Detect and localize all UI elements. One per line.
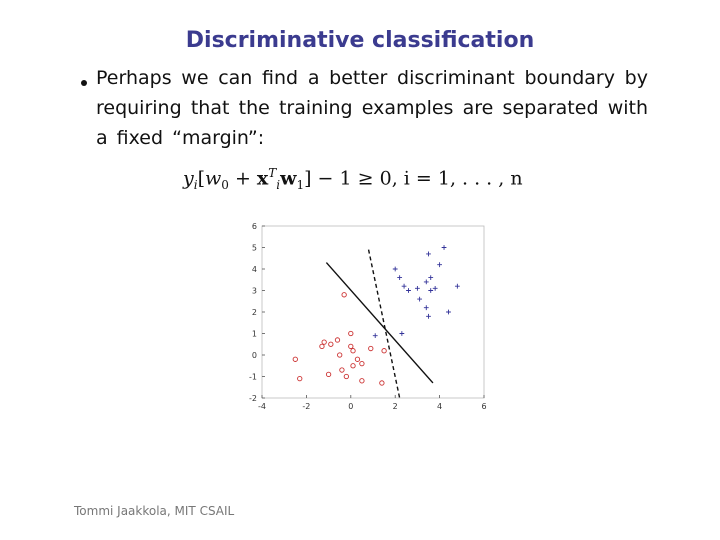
negative-class-point xyxy=(382,349,386,353)
x-tick-label: 4 xyxy=(437,402,443,411)
x-tick-label: 6 xyxy=(481,402,487,411)
y-tick-label: 0 xyxy=(251,351,257,360)
positive-class-point xyxy=(424,305,429,310)
negative-class-point xyxy=(322,340,326,344)
negative-class-point xyxy=(344,374,348,378)
negative-class-point xyxy=(326,372,330,376)
formula-w1: w xyxy=(280,167,297,190)
negative-class-point xyxy=(335,338,339,342)
formula-sub-0: 0 xyxy=(221,178,229,193)
negative-class-point xyxy=(293,357,297,361)
y-tick-label: 2 xyxy=(251,308,257,317)
negative-class-point xyxy=(298,376,302,380)
y-tick-label: -2 xyxy=(249,394,257,403)
positive-class-point xyxy=(426,314,431,319)
positive-class-point xyxy=(426,252,431,257)
formula-plus: + xyxy=(234,167,251,190)
formula-y: y xyxy=(183,167,194,190)
formula-x: x xyxy=(256,167,269,190)
formula-sub-i: i xyxy=(193,178,198,193)
positive-class-point xyxy=(442,245,447,250)
positive-class-point xyxy=(397,275,402,280)
positive-class-point xyxy=(402,284,407,289)
positive-class-point xyxy=(455,284,460,289)
positive-class-point xyxy=(433,286,438,291)
slide-title: Discriminative classification xyxy=(185,28,535,53)
positive-class-point xyxy=(428,275,433,280)
positive-class-point xyxy=(393,267,398,272)
negative-class-point xyxy=(320,344,324,348)
positive-class-point xyxy=(373,333,378,338)
bullet-text: Perhaps we can find a better discriminant boundary by requiring that the training examples are separated with a fixed “margin”: xyxy=(96,67,648,149)
positive-class-point xyxy=(437,262,442,267)
negative-class-point xyxy=(360,379,364,383)
formula-sub-1: 1 xyxy=(296,178,305,193)
negative-class-point xyxy=(355,357,359,361)
footer-author: Tommi Jaakkola, MIT CSAIL xyxy=(74,504,235,518)
positive-class-point xyxy=(428,288,433,293)
negative-class-point xyxy=(369,346,373,350)
x-tick-label: -2 xyxy=(302,402,311,411)
negative-class-point xyxy=(360,361,364,365)
x-tick-label: 0 xyxy=(348,402,354,411)
formula-rest: ] − 1 ≥ 0, i = 1, . . . , n xyxy=(304,167,523,190)
positive-class-point xyxy=(415,286,420,291)
negative-class-point xyxy=(351,364,355,368)
margin-constraint-formula: $y_i[w_0 + x^T_iw_1] - 1 \ge 0$, i = 1, . . . , n xyxy=(183,166,523,193)
formula-w0: w xyxy=(205,167,222,190)
y-tick-label: 3 xyxy=(251,286,257,296)
dashed-boundary-line xyxy=(369,250,400,398)
y-tick-label: 4 xyxy=(251,265,257,274)
x-tick-label: 2 xyxy=(392,402,398,411)
positive-class-point xyxy=(424,280,429,285)
positive-class-point xyxy=(446,310,451,315)
y-tick-label: 5 xyxy=(251,243,257,253)
negative-class-point xyxy=(351,349,355,353)
y-tick-label: 1 xyxy=(251,329,257,339)
negative-class-point xyxy=(349,344,353,348)
solid-boundary-line xyxy=(326,263,433,383)
negative-class-point xyxy=(349,331,353,335)
formula-sup-T: T xyxy=(268,166,277,180)
positive-class-point xyxy=(399,331,404,336)
negative-class-point xyxy=(380,381,384,385)
negative-class-point xyxy=(340,368,344,372)
negative-class-point xyxy=(338,353,342,357)
negative-class-point xyxy=(342,293,346,297)
positive-class-point xyxy=(417,297,422,302)
negative-class-point xyxy=(329,342,333,346)
y-tick-label: 6 xyxy=(251,222,257,231)
positive-class-point xyxy=(406,288,411,293)
y-tick-label: -1 xyxy=(249,372,257,382)
x-tick-label: -4 xyxy=(258,402,266,411)
formula-sub-i2: i xyxy=(276,178,281,193)
